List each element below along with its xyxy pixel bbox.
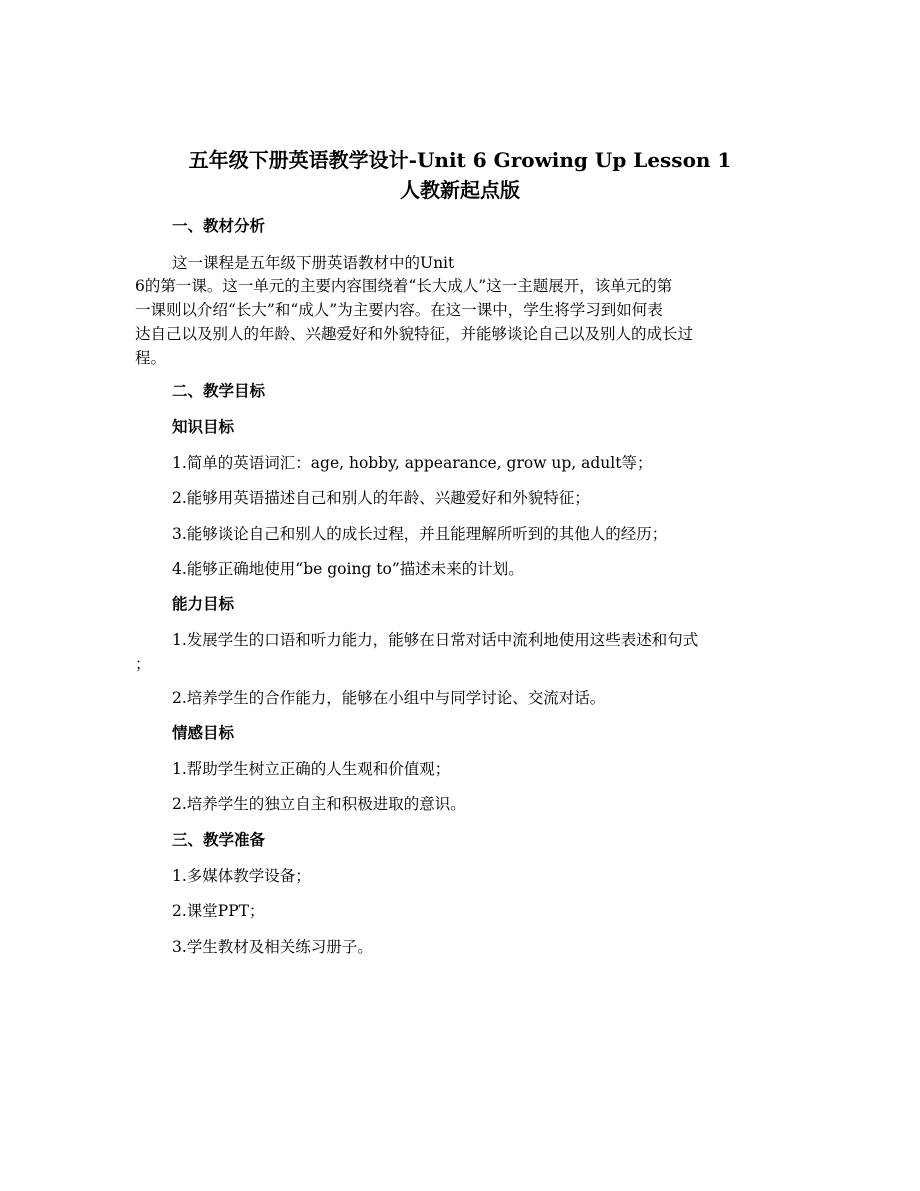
preparation-item: 1.多媒体教学设备； <box>172 867 311 885</box>
section1-para-line2: 6的第一课。这一单元的主要内容围绕着“长大成人”这一主题展开，该单元的第 <box>135 277 673 295</box>
preparation-item: 2.课堂PPT； <box>172 902 265 920</box>
preparation-item: 3.学生教材及相关练习册子。 <box>172 938 373 956</box>
section1-para-line5: 程。 <box>135 349 167 367</box>
knowledge-item: 1.简单的英语词汇：age, hobby, appearance, grow up, adult等； <box>172 454 653 472</box>
section1-para-line4: 达自己以及别人的年龄、兴趣爱好和外貌特征，并能够谈论自己以及别人的成长过 <box>135 325 694 343</box>
ability-item-2: 2.培养学生的合作能力，能够在小组中与同学讨论、交流对话。 <box>172 689 606 707</box>
section1-para-line1: 这一课程是五年级下册英语教材中的Unit <box>172 254 455 272</box>
knowledge-item: 4.能够正确地使用“be going to”描述未来的计划。 <box>172 560 524 578</box>
knowledge-item: 3.能够谈论自己和别人的成长过程，并且能理解所听到的其他人的经历； <box>172 525 668 543</box>
section3-heading: 三、教学准备 <box>172 830 266 849</box>
ability-item-1-line1: 1.发展学生的口语和听力能力，能够在日常对话中流利地使用这些表述和句式 <box>172 631 699 649</box>
emotion-item: 2.培养学生的独立自主和积极进取的意识。 <box>172 795 466 813</box>
ability-item-1-line2: ； <box>135 655 151 673</box>
document-title-line1: 五年级下册英语教学设计-Unit 6 Growing Up Lesson 1 <box>188 148 732 172</box>
document-title-line2: 人教新起点版 <box>400 178 520 202</box>
section1-para-line3: 一课则以介绍“长大”和“成人”为主要内容。在这一课中，学生将学习到如何表 <box>135 301 663 319</box>
emotion-heading: 情感目标 <box>172 723 235 742</box>
ability-heading: 能力目标 <box>172 594 235 613</box>
knowledge-heading: 知识目标 <box>172 417 235 436</box>
section2-heading: 二、教学目标 <box>172 381 266 400</box>
section1-heading: 一、教材分析 <box>172 216 266 235</box>
knowledge-item: 2.能够用英语描述自己和别人的年龄、兴趣爱好和外貌特征； <box>172 489 590 507</box>
emotion-item: 1.帮助学生树立正确的人生观和价值观； <box>172 760 451 778</box>
